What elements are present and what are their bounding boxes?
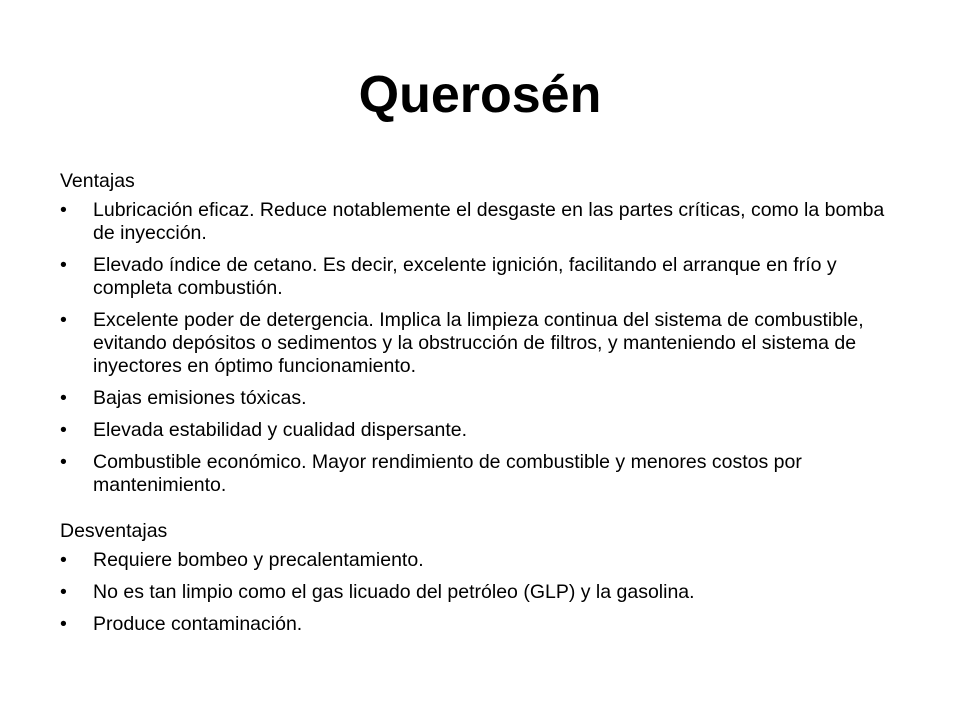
list-item — [60, 387, 900, 410]
section-ventajas — [60, 170, 900, 497]
list-item — [60, 419, 900, 442]
bullet-icon: • — [60, 254, 67, 276]
bullet-icon: • — [60, 451, 67, 473]
bullet-icon: • — [60, 581, 67, 603]
list-item — [60, 451, 900, 497]
bullet-icon: • — [60, 613, 67, 635]
bullet-icon: • — [60, 549, 67, 571]
section-spacer — [60, 506, 900, 520]
list-item-text: Bajas emisiones tóxicas. — [93, 387, 307, 409]
bullet-list-ventajas — [60, 199, 900, 497]
bullet-icon: • — [60, 419, 67, 441]
list-item-text: Elevado índice de cetano. Es decir, excelente ignición, facilitando el arranque en frío y completa combustión. — [93, 254, 837, 299]
section-heading-desventajas: Desventajas — [60, 520, 168, 542]
list-item-text: Elevada estabilidad y cualidad dispersante. — [93, 419, 467, 441]
list-item — [60, 254, 900, 300]
bullet-list-desventajas — [60, 549, 900, 636]
bullet-icon: • — [60, 309, 67, 331]
list-item-text: Lubricación eficaz. Reduce notablemente el desgaste en las partes críticas, como la bomba de inyección. — [93, 199, 885, 244]
list-item-text: Excelente poder de detergencia. Implica la limpieza continua del sistema de combustible, evitando depósitos o sedimentos y la obstrucción de filtros, y manteniendo el sistema de inyectores en óptimo funcionamiento. — [93, 309, 864, 377]
bullet-icon: • — [60, 199, 67, 221]
list-item-text: No es tan limpio como el gas licuado del petróleo (GLP) y la gasolina. — [93, 581, 695, 603]
list-item — [60, 613, 900, 636]
slide-title: Querosén — [358, 66, 602, 124]
list-item-text: Combustible económico. Mayor rendimiento de combustible y menores costos por mantenimiento. — [93, 451, 802, 496]
slide-content — [60, 170, 900, 645]
list-item — [60, 309, 900, 378]
list-item — [60, 549, 900, 572]
bullet-icon: • — [60, 387, 67, 409]
list-item — [60, 581, 900, 604]
section-desventajas — [60, 520, 900, 636]
section-heading-ventajas: Ventajas — [60, 170, 135, 192]
list-item — [60, 199, 900, 245]
list-item-text: Requiere bombeo y precalentamiento. — [93, 549, 424, 571]
list-item-text: Produce contaminación. — [93, 613, 303, 635]
